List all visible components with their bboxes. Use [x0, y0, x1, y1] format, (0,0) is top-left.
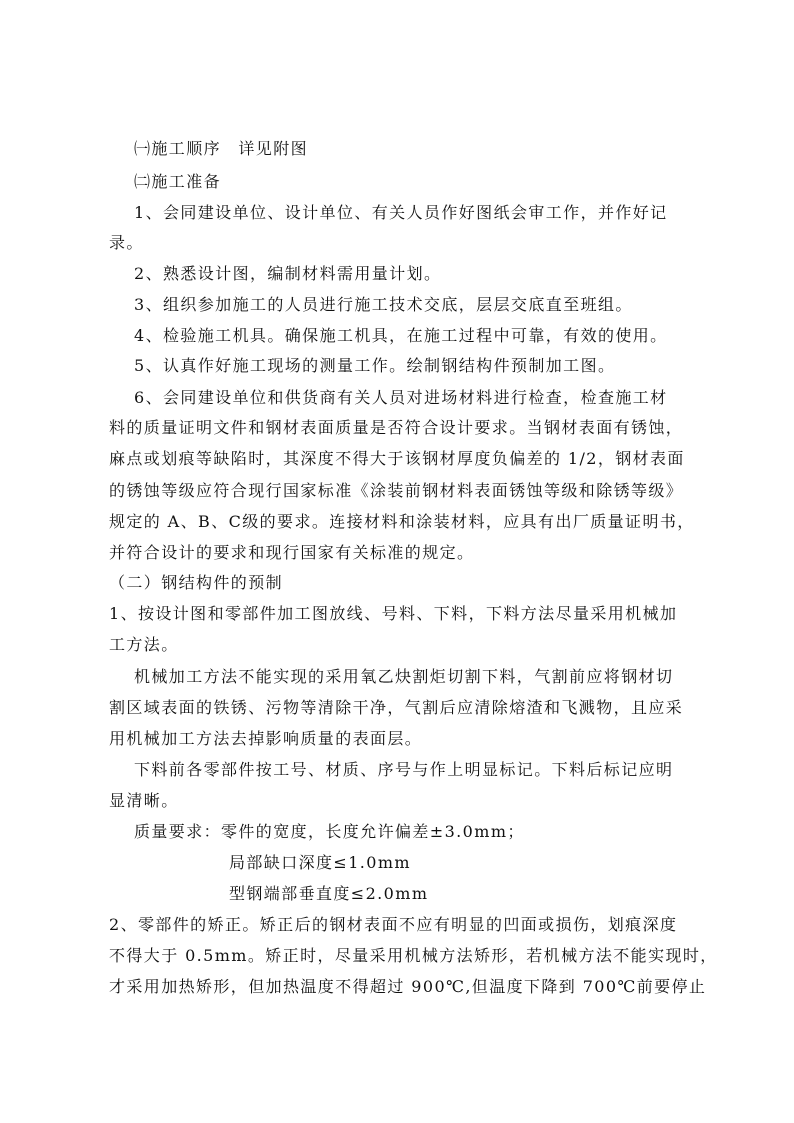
paragraph-line: 2、零部件的矫正。矫正后的钢材表面不应有明显的凹面或损伤，划痕深度: [109, 915, 678, 934]
paragraph-line: 下料前各零部件按工号、材质、序号与作上明显标记。下料后标记应明: [134, 760, 674, 779]
paragraph-line: 才采用加热矫形，但加热温度不得超过 900℃,但温度下降到 700℃前要停止: [109, 977, 707, 996]
section-heading-construction-sequence: ㈠施工顺序 详见附图: [134, 139, 309, 158]
paragraph-line: 机械加工方法不能实现的采用氧乙炔割炬切割下料，气割前应将钢材切: [134, 667, 674, 686]
section-heading-construction-preparation: ㈡施工准备: [134, 172, 222, 191]
paragraph-line: 规定的 A、B、C级的要求。连接材料和涂装材料，应具有出厂质量证明书，: [109, 512, 695, 531]
quality-requirement-line: 局部缺口深度≤1.0mm: [229, 853, 411, 872]
paragraph-line: 用机械加工方法去掉影响质量的表面层。: [109, 729, 423, 748]
paragraph-line: 4、检验施工机具。确保施工机具，在施工过程中可靠，有效的使用。: [134, 326, 668, 345]
paragraph-line: 6、会同建设单位和供货商有关人员对进场材料进行检查，检查施工材: [134, 388, 668, 407]
paragraph-line: 麻点或划痕等缺陷时，其深度不得大于该钢材厚度负偏差的 1/2，钢材表面: [109, 449, 685, 468]
paragraph-line: 5、认真作好施工现场的测量工作。绘制钢结构件预制加工图。: [134, 356, 616, 375]
paragraph-line: 1、按设计图和零部件加工图放线、号料、下料，下料方法尽量采用机械加: [109, 604, 678, 623]
paragraph-line: 的锈蚀等级应符合现行国家标准《涂装前钢材料表面锈蚀等级和除锈等级》: [109, 481, 684, 500]
paragraph-line: 不得大于 0.5mm。矫正时，尽量采用机械方法矫形，若机械方法不能实现时，: [109, 946, 718, 965]
quality-requirement-line: 型钢端部垂直度≤2.0mm: [229, 884, 429, 903]
paragraph-line: 3、组织参加施工的人员进行施工技术交底，层层交底直至班组。: [134, 295, 633, 314]
paragraph-line: 并符合设计的要求和现行国家有关标准的规定。: [109, 543, 475, 562]
paragraph-line: 料的质量证明文件和钢材表面质量是否符合设计要求。当钢材表面有锈蚀，: [109, 418, 684, 437]
paragraph-line: 1、会同建设单位、设计单位、有关人员作好图纸会审工作，并作好记: [134, 203, 668, 222]
paragraph-line: 录。: [109, 233, 144, 252]
paragraph-line: 2、熟悉设计图，编制材料需用量计划。: [134, 264, 442, 283]
paragraph-line: 割区域表面的铁锈、污物等清除干净，气割后应清除熔渣和飞溅物，且应采: [109, 698, 684, 717]
quality-requirement-line: 质量要求：零件的宽度，长度允许偏差±3.0mm；: [134, 822, 525, 841]
section-heading-steel-prefabrication: （二）钢结构件的预制: [109, 573, 284, 592]
paragraph-line: 工方法。: [109, 635, 179, 654]
paragraph-line: 显清晰。: [109, 791, 179, 810]
